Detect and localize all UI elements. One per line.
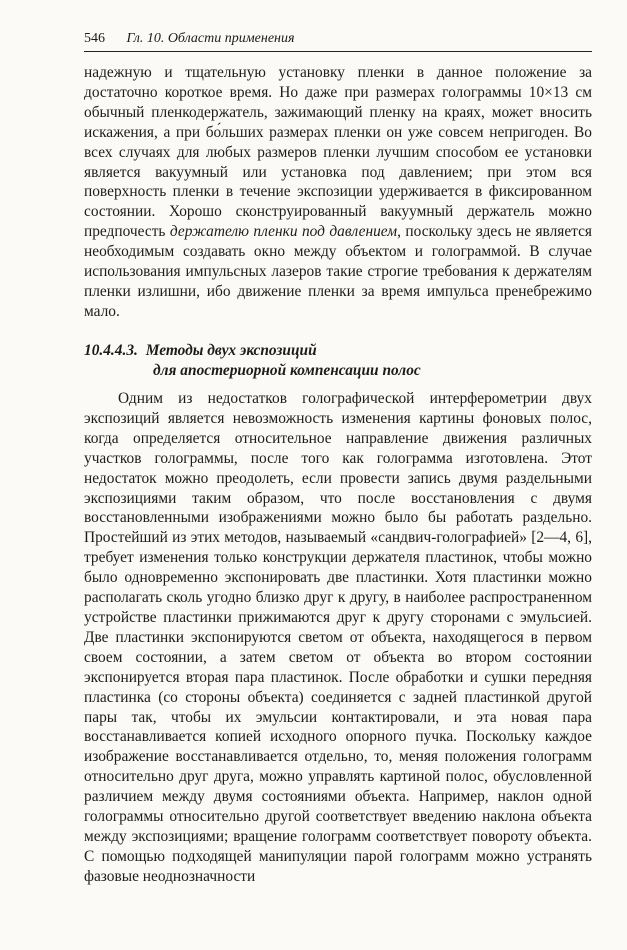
- section-title-line1: Методы двух экспозиций: [145, 342, 317, 359]
- section-number: 10.4.4.3.: [84, 342, 138, 359]
- paragraph-text: , поскольку здесь не является необходимым создавать окно между объектом и голограммой. В случае использования импульсных лазеров такие строгие требования к держателям пленки излишни, ибо движение пленки за время импульса пренебрежимо мало.: [84, 223, 593, 320]
- running-head: [84, 30, 590, 48]
- section-title-line2: для апостериорной компенсации полос: [153, 361, 421, 379]
- header-rule: [84, 51, 592, 52]
- page-number: 546: [84, 31, 105, 46]
- chapter-title: Гл. 10. Области применения: [126, 31, 295, 46]
- section-heading: [84, 341, 592, 380]
- emphasized-phrase: держателю пленки под давлением: [169, 223, 398, 241]
- paragraph-text: надежную и тщательную установку пленки в данное положение за достаточно короткое время. Но даже при размерах голограммы 10×13 см обычный пленкодержатель, зажимающий пленку на краях, может вносить искажения, а при бо́льших размерах пленки он уже совсем непригоден. Во всех случаях для любых размеров пленки лучшим способом ее установки является вакуумный или установка под давлением; при этом вся поверхность пленки в течение экспозиции удерживается в фиксированном состоянии. Хорошо сконструированный вакуумный держатель можно предпочесть: [84, 64, 592, 241]
- paragraph-film-holders: [84, 63, 592, 322]
- paragraph-sandwich-holography: Одним из недостатков голографической интерферометрии двух экспозиций является невозможность изменения картины фоновых полос, когда определяется относительное направление движения различных участков голограммы, после того как голограмма изготовлена. Этот недостаток можно преодолеть, если провести запись двумя раздельными экспозициями таким образом, что после восстановления с двумя восстановленными изображениями можно было бы работать раздельно. Простейший из этих методов, называемый «сандвич-голографией» [2—4, 6], требует изменения только конструкции держателя пластинок, чтобы можно было одновременно экспонировать две пластинки. Хотя пластинки можно располагать сколь угодно близко друг к другу, в наиболее распространенном устройстве пластинки прижимаются друг к другу сторонами с эмульсией. Две пластинки экспонируются светом от объекта, находящегося в первом своем состоянии, а затем светом от объекта во втором состоянии экспонируется вторая пара пластинок. После обработки и сушки передняя пластинка (со стороны объекта) соединяется с задней пластинкой другой пары так, чтобы их эмульсии контактировали, и эта новая пара восстанавливается копией исходного опорного пучка. Поскольку каждое изображение восстанавливается отдельно, то, меняя положения голограмм относительно друг друга, можно управлять картиной полос, обусловленной различием между двумя состояниями объекта. Например, наклон одной голограммы относительно другой соответствует введению наклона объекта между экспозициями; вращение голограмм соответствует повороту объекта. С помощью подходящей манипуляции парой голограмм можно устранять фазовые неоднозначности: [84, 390, 592, 885]
